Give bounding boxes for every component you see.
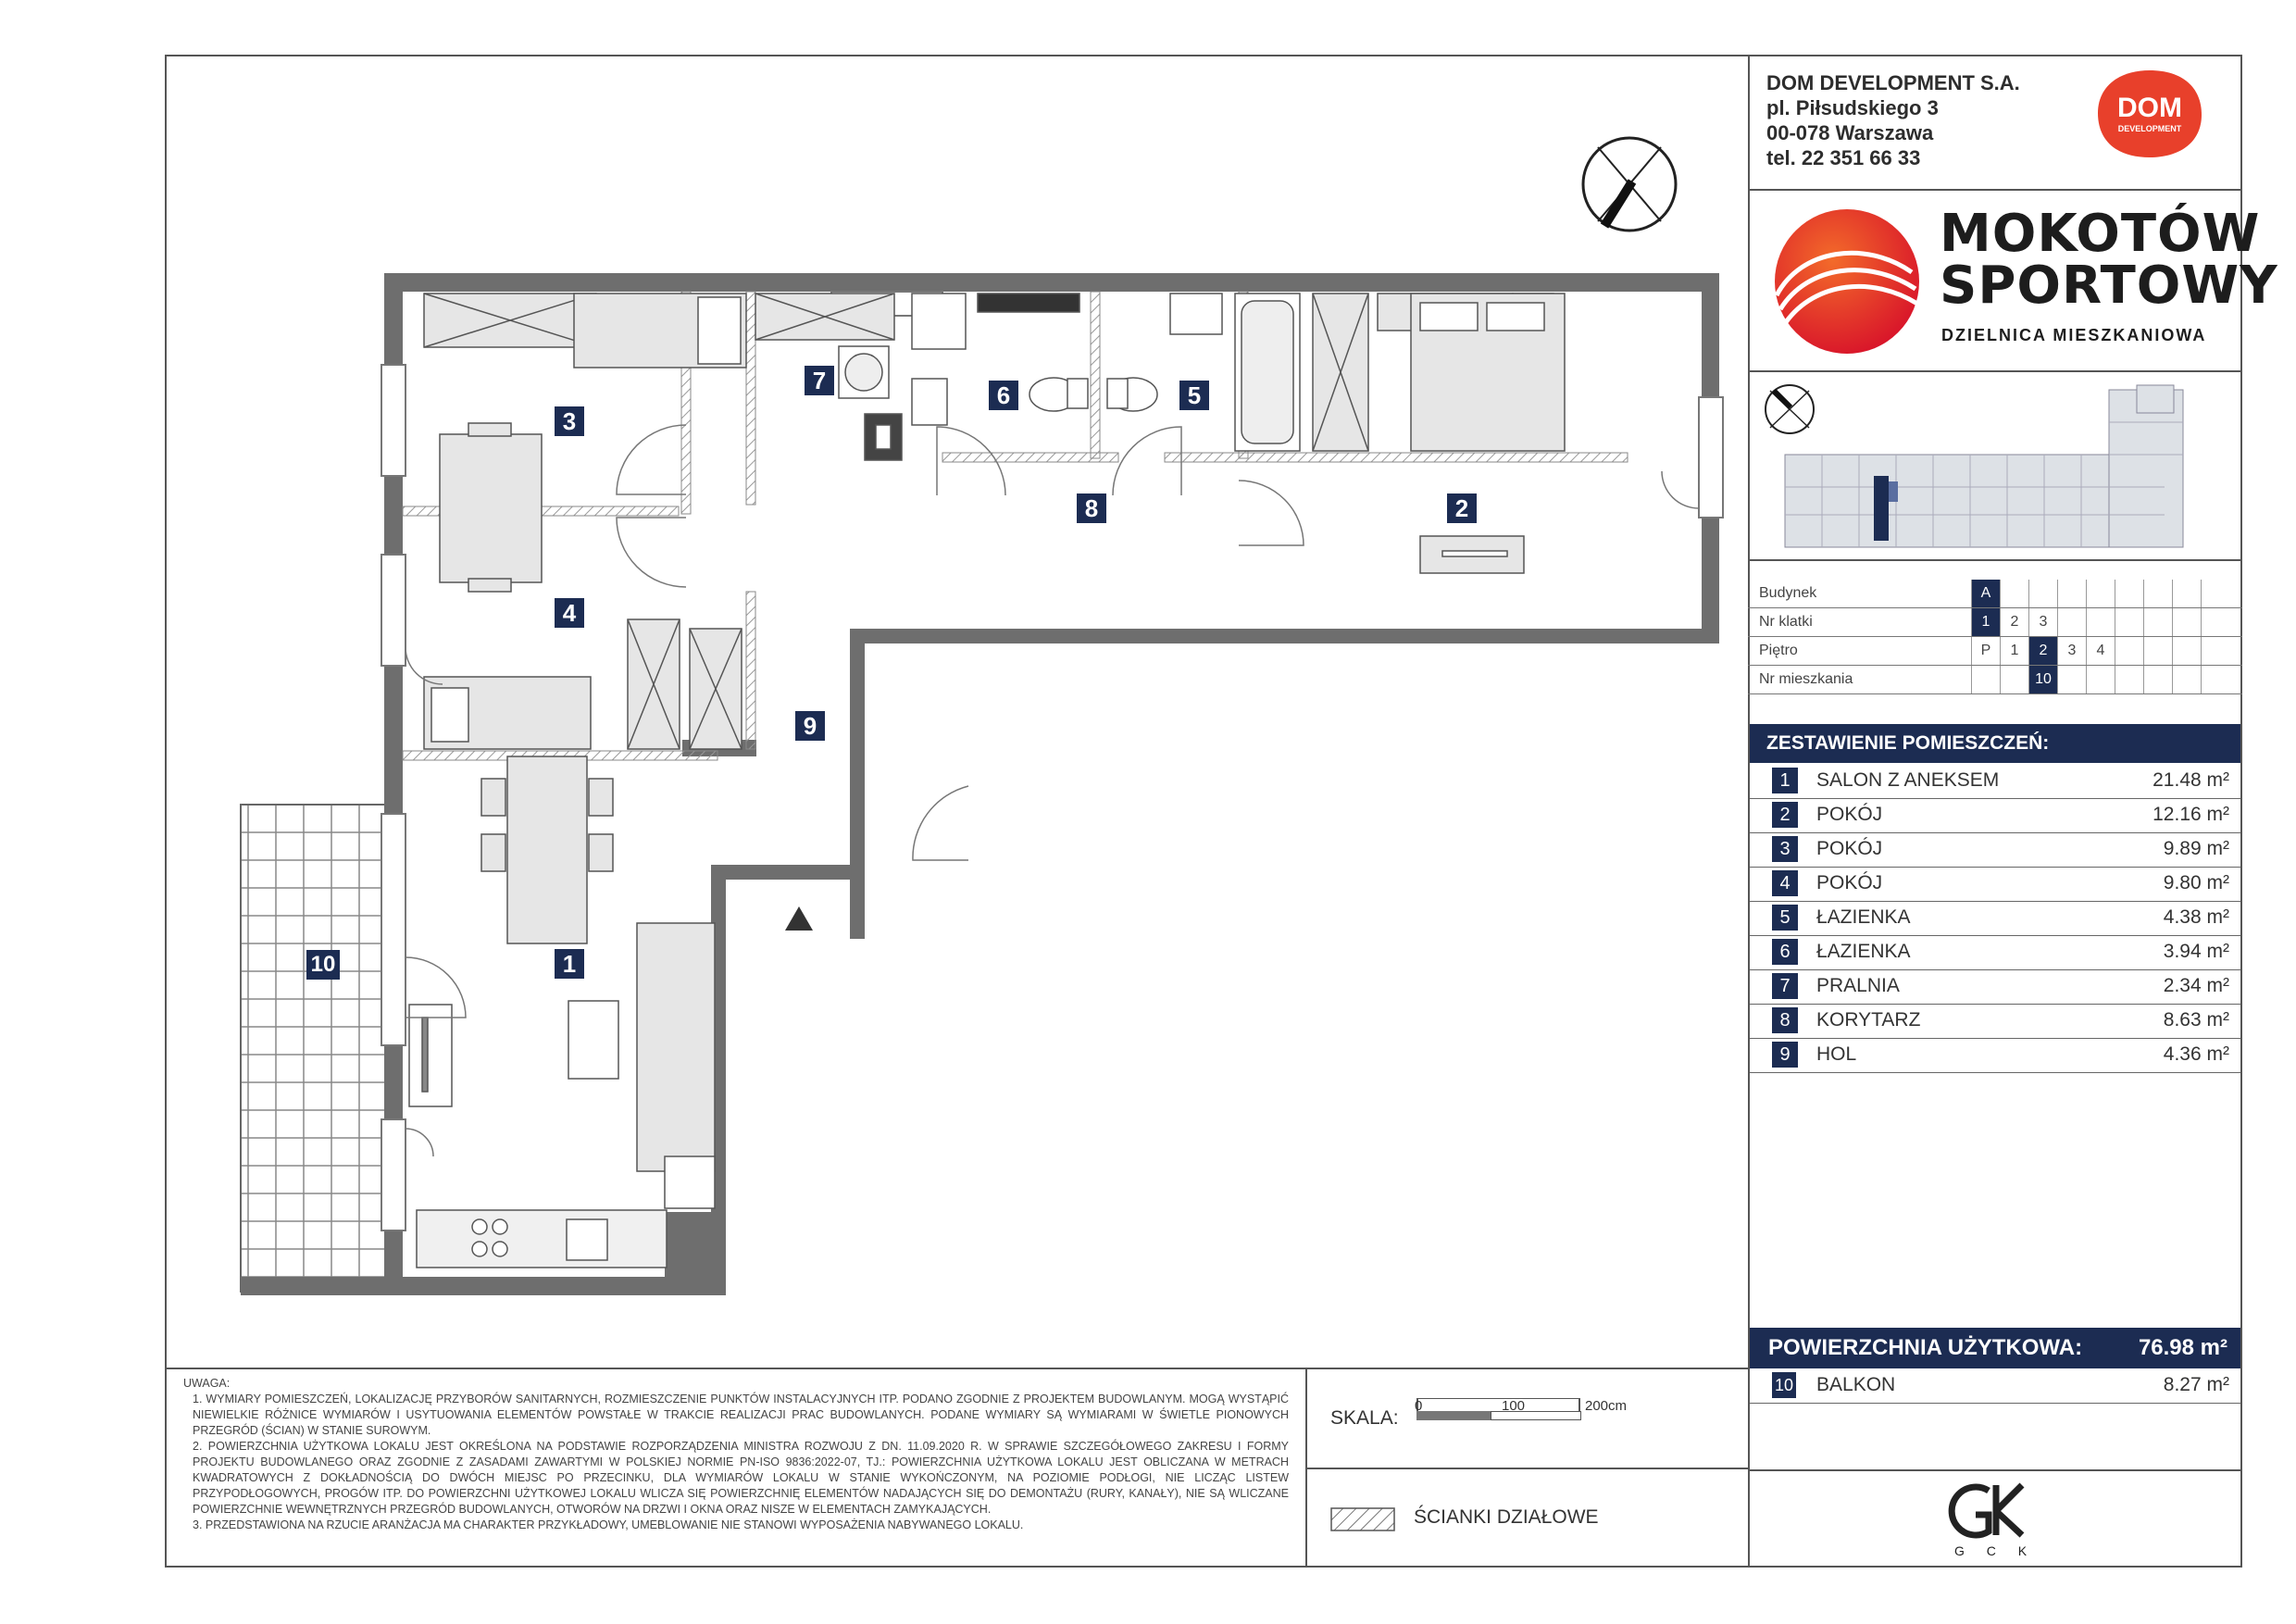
floor-cell: 2 — [2028, 637, 2057, 665]
room-name: ŁAZIENKA — [1816, 941, 1911, 962]
room-name: PRALNIA — [1816, 975, 1900, 996]
divider — [165, 1368, 1748, 1369]
scale-tick-100: 100 — [1502, 1398, 1526, 1414]
room-number: 2 — [1772, 802, 1798, 828]
balcony-number: 10 — [1772, 1372, 1796, 1398]
dom-development-logo — [2094, 67, 2205, 159]
room-area: 2.34 m² — [2163, 975, 2229, 996]
note-item: 2. POWIERZCHNIA UŻYTKOWA LOKALU JEST OKREŚLONA NA PODSTAWIE ROZPORZĄDZENIA MINISTRA ROZWOJU Z DN. 11.09.2020 R. W SPRAWIE SZCZEGÓŁOWEGO ZAKRESU I FORMY PROJEKTU BUDOWLANEGO ORAZ ZGODNIE Z ZASADAMI ZAWARTYMI W POLSKIEJ NORMIE PN-ISO 9836:2022-07, TJ.: POWIERZCHNIA UŻYTKOWA LOKALU JEST OBLICZANA W METRACH KWADRATOWYCH Z DOKŁADNOŚCIĄ DO DWÓCH MIEJSC PO PRZECINKU, DLA WYMIARÓW LOKALU W STANIE WYKOŃCZONYM, NA POZIOMIE PODŁOGI, NIE LICZĄC LISTEW PRZYPODŁOGOWYCH, PROGÓW ITP. DO POWIERZCHNI UŻYTKOWEJ LOKALU WLICZA SIĘ POWIERZCHNIĘ ELEMENTÓW NADAJĄCYCH SIĘ DO DEMONTAŻU (RURY, KANAŁY), NIE SĄ WLICZANE POWIERZCHNIE WEWNĘTRZNYCH PRZEGRÓD BUDOWLANYCH, OTWORÓW NA DRZWI I OKNA ORAZ NISZE W ELEMENTACH ZAMYKAJĄCYCH. — [193, 1440, 1289, 1516]
room-name: KORYTARZ — [1816, 1009, 1921, 1031]
room-area: 4.38 m² — [2163, 906, 2229, 928]
project-subtitle: DZIELNICA MIESZKANIOWA — [1941, 326, 2207, 344]
room-row — [1750, 902, 2240, 936]
balcony-floor — [241, 805, 398, 1292]
plan-label-9: 9 — [795, 711, 825, 741]
room-row — [1750, 833, 2240, 868]
scale-bar — [1416, 1411, 1491, 1420]
apartment-label: Nr mieszkania — [1759, 671, 1853, 687]
room-number: 4 — [1772, 870, 1798, 896]
stair-label: Nr klatki — [1759, 614, 1813, 630]
scale-tick-200: 200cm — [1585, 1398, 1628, 1414]
key-plan — [1748, 376, 2242, 557]
compass-icon — [1583, 138, 1676, 231]
notes — [183, 1376, 1289, 1533]
floor-cell: 1 — [2000, 637, 2028, 665]
total-area-bar — [1750, 1328, 2240, 1368]
plan-label-5: 5 — [1179, 381, 1209, 410]
plan-label-10: 10 — [306, 950, 340, 980]
balcony-area: 8.27 m² — [2163, 1374, 2229, 1395]
gck-letters: G C K — [1953, 1543, 2037, 1558]
room-row — [1750, 799, 2240, 833]
floor-row — [1748, 637, 2242, 666]
room-name: ŁAZIENKA — [1816, 906, 1911, 928]
floor-cell: P — [1971, 637, 2000, 665]
floor-plan — [165, 55, 1748, 1369]
room-row — [1750, 970, 2240, 1005]
divider — [1305, 1468, 1748, 1469]
project-title-line1: MOKOTÓW — [1940, 204, 2261, 264]
room-name: POKÓJ — [1816, 838, 1883, 859]
plan-label-1: 1 — [555, 949, 584, 979]
building-row — [1748, 580, 2242, 608]
selected-apartment-marker — [1874, 476, 1889, 541]
divider — [1748, 559, 2242, 561]
room-row — [1750, 1005, 2240, 1039]
plan-label-8: 8 — [1077, 493, 1106, 523]
total-area-label: POWIERZCHNIA UŻYTKOWA: — [1768, 1335, 2083, 1360]
room-number: 8 — [1772, 1007, 1798, 1033]
note-item: 3. PRZEDSTAWIONA NA RZUCIE ARANŻACJA MA CHARAKTER PRZYKŁADOWY, UMEBLOWANIE NIE STANOWI WYPOSAŻENIA NABYWANEGO LOKALU. — [193, 1518, 1024, 1531]
company-address — [1766, 70, 2020, 170]
room-name: HOL — [1816, 1043, 1857, 1065]
legend-label: ŚCIANKI DZIAŁOWE — [1414, 1506, 1599, 1528]
plan-label-6: 6 — [989, 381, 1018, 410]
room-number: 6 — [1772, 939, 1798, 965]
room-area: 4.36 m² — [2163, 1043, 2229, 1065]
project-title — [1940, 204, 2278, 316]
apartment-cell: 10 — [2028, 666, 2057, 693]
plan-label-4: 4 — [555, 598, 584, 628]
compass-small-icon — [1766, 385, 1814, 433]
stair-cell: 1 — [1971, 608, 2000, 636]
room-area: 9.80 m² — [2163, 872, 2229, 893]
room-number: 5 — [1772, 905, 1798, 931]
room-name: POKÓJ — [1816, 804, 1883, 825]
total-area-value: 76.98 m² — [2138, 1335, 2227, 1360]
rooms-heading: ZESTAWIENIE POMIESZCZEŃ: — [1750, 724, 2240, 763]
room-row — [1750, 868, 2240, 902]
plan-label-3: 3 — [555, 406, 584, 436]
stair-cell: 2 — [2000, 608, 2028, 636]
balcony-row — [1750, 1369, 2240, 1404]
room-number: 3 — [1772, 836, 1798, 862]
room-area: 12.16 m² — [2152, 804, 2229, 825]
room-area: 3.94 m² — [2163, 941, 2229, 962]
plan-label-2: 2 — [1447, 493, 1477, 523]
note-item: 1. WYMIARY POMIESZCZEŃ, LOKALIZACJĘ PRZYBORÓW SANITARNYCH, ROZMIESZCZENIE PUNKTÓW INSTALACYJNYCH ITP. PODANO ZGODNIE Z PROJEKTEM BUDOWLANYM. MOGĄ WYSTĄPIĆ NIEWIELKIE RÓŻNICE WYMIARÓW I USYTUOWANIA ELEMENTÓW POWSTAŁE W TRAKCIE REALIZACJI PRAC BUDOWLANYCH. PODANE WYMIARY SĄ WYMIARAMI W ŚWIETLE PIONOWYCH PRZEGRÓD (ŚCIAN) W STANIE SUROWYM. — [193, 1393, 1289, 1437]
room-number: 1 — [1772, 768, 1798, 793]
floor-cell: 4 — [2086, 637, 2115, 665]
room-row — [1750, 1039, 2240, 1073]
room-name: POKÓJ — [1816, 872, 1883, 893]
company-name: DOM DEVELOPMENT S.A. — [1766, 71, 2020, 94]
apartment-row — [1748, 666, 2242, 694]
dom-logo-subtext: DEVELOPMENT — [2117, 124, 2182, 133]
gck-logo — [1944, 1478, 2046, 1561]
furniture — [409, 294, 1565, 1268]
room-area: 8.63 m² — [2163, 1009, 2229, 1031]
room-row — [1750, 936, 2240, 970]
scale-tick-0: 0 — [1415, 1398, 1423, 1414]
room-number: 7 — [1772, 973, 1798, 999]
partition-legend-icon — [1330, 1507, 1395, 1531]
plan-label-7: 7 — [805, 366, 834, 395]
company-phone: tel. 22 351 66 33 — [1766, 146, 1921, 169]
room-row — [1750, 765, 2240, 799]
room-area: 9.89 m² — [2163, 838, 2229, 859]
balcony-name: BALKON — [1816, 1374, 1896, 1395]
floor-label: Piętro — [1759, 643, 1798, 658]
company-street: pl. Piłsudskiego 3 — [1766, 96, 1939, 119]
divider — [1748, 1469, 2242, 1471]
building-label: Budynek — [1759, 585, 1817, 601]
room-name: SALON Z ANEKSEM — [1816, 769, 2000, 791]
company-city: 00-078 Warszawa — [1766, 121, 1934, 144]
building-cell: A — [1971, 580, 2000, 607]
dom-logo-text: DOM — [2117, 93, 2182, 123]
divider — [1748, 370, 2242, 372]
project-title-line2: SPORTOWY — [1940, 256, 2278, 316]
room-number: 9 — [1772, 1042, 1798, 1068]
scale-label: SKALA: — [1330, 1407, 1399, 1429]
stair-row — [1748, 608, 2242, 637]
room-area: 21.48 m² — [2152, 769, 2229, 791]
entrance-arrow-icon — [785, 906, 813, 931]
mokotow-sportowy-logo — [1773, 207, 1921, 356]
stair-cell: 3 — [2028, 608, 2057, 636]
floor-cell: 3 — [2057, 637, 2086, 665]
divider — [1748, 189, 2242, 191]
notes-title: UWAGA: — [183, 1377, 231, 1390]
